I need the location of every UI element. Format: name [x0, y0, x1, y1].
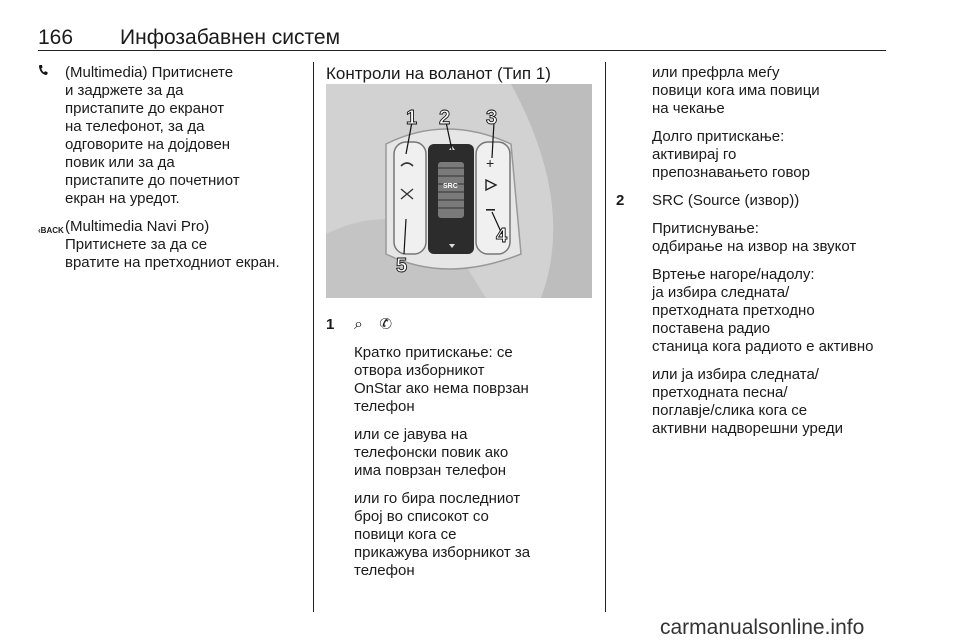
- item-1-cont-text: или префрла меѓу: [652, 64, 780, 81]
- item-1-continued: [616, 64, 906, 182]
- phone-item-line: пристапите до почетниот: [65, 172, 240, 189]
- steering-wheel-figure: [326, 84, 592, 298]
- item-2-text: активни надворешни уреди: [652, 420, 844, 437]
- item-1-text: отвора изборникот: [354, 362, 485, 379]
- column-middle: [326, 64, 598, 580]
- steering-wheel-illustration: [326, 84, 592, 298]
- item-1-text: има поврзан телефон: [354, 462, 507, 479]
- phone-item-line: и задржете за да: [65, 82, 184, 99]
- callout-2: 2: [439, 107, 451, 129]
- item-2-text: или ја избира следната/: [652, 366, 819, 383]
- item-2-label: SRC (Source (извор)): [652, 192, 800, 209]
- phone-item-line: повик или за да: [65, 154, 175, 171]
- item-1-cont-text: повици кога има повици: [652, 82, 820, 99]
- item-1-text: телефонски повик ако: [354, 444, 509, 461]
- item-2-text: претходната песна/: [652, 384, 788, 401]
- phone-item-line: одговорите на дојдовен: [65, 136, 231, 153]
- onstar-voice-icons: ⌕ ✆: [354, 316, 399, 333]
- svg-text:+: +: [486, 155, 495, 171]
- item-1-cont-text: на чекање: [652, 100, 725, 117]
- item-2-text: Вртење нагоре/надолу:: [652, 266, 815, 283]
- control-item-2: [616, 192, 906, 438]
- item-1-text: прикажува изборникот за: [354, 544, 531, 561]
- page-title: Инфозабавнен систем: [120, 26, 341, 49]
- item-1-text: телефон: [354, 562, 415, 579]
- page-number: 166: [38, 26, 74, 49]
- phone-item-line: (Multimedia) Притиснете: [65, 64, 234, 81]
- back-icon: ‹BACK: [38, 226, 64, 235]
- section-title: Контроли на воланот (Тип 1): [326, 64, 551, 83]
- phone-item: [38, 64, 308, 208]
- callout-1: 1: [406, 107, 418, 129]
- item-2-text: претходната претходно: [652, 302, 815, 319]
- item-1-cont-text: активирај го: [652, 146, 737, 163]
- header-rule: [38, 50, 886, 51]
- callout-4: 4: [496, 225, 508, 247]
- back-item: [38, 218, 308, 272]
- column-divider-right: [605, 62, 606, 612]
- callout-3: 3: [486, 107, 498, 129]
- control-item-1: [326, 316, 598, 580]
- item-1-text: или се јавува на: [354, 426, 468, 443]
- callout-5: 5: [396, 255, 408, 277]
- item-1-cont-text: препознавањето говор: [652, 164, 810, 181]
- item-2-text: станица кога радиото е активно: [652, 338, 874, 355]
- figure-src-label: SRC: [443, 183, 458, 190]
- item-1-text: Кратко притискање: се: [354, 344, 513, 361]
- column-right: [616, 64, 906, 438]
- item-1-text: повици кога се: [354, 526, 457, 543]
- item-1-text: или го бира последниот: [354, 490, 521, 507]
- item-1-text: телефон: [354, 398, 415, 415]
- item-2-text: Притиснување:: [652, 220, 759, 237]
- phone-icon: [38, 64, 48, 82]
- page-header: [38, 26, 886, 52]
- item-number: 2: [616, 192, 625, 209]
- back-item-line: вратите на претходниот екран.: [65, 254, 280, 271]
- item-1-text: број во списокот со: [354, 508, 489, 525]
- item-2-text: поглавје/слика кога се: [652, 402, 808, 419]
- back-item-line: Притиснете за да се: [65, 236, 208, 253]
- phone-item-line: на телефонот, за да: [65, 118, 205, 135]
- item-number: 1: [326, 316, 335, 333]
- item-1-text: OnStar ако нема поврзан: [354, 380, 529, 397]
- column-divider-left: [313, 62, 314, 612]
- item-2-text: поставена радио: [652, 320, 771, 337]
- column-left: [38, 64, 308, 272]
- watermark: carmanualsonline.info: [660, 616, 865, 639]
- phone-item-line: пристапите до екранот: [65, 100, 225, 117]
- item-2-text: ја избира следната/: [652, 284, 790, 301]
- item-2-text: одбирање на извор на звукот: [652, 238, 857, 255]
- back-item-line: (Multimedia Navi Pro): [65, 218, 210, 235]
- phone-item-line: екран на уредот.: [65, 190, 180, 207]
- item-1-cont-text: Долго притискање:: [652, 128, 785, 145]
